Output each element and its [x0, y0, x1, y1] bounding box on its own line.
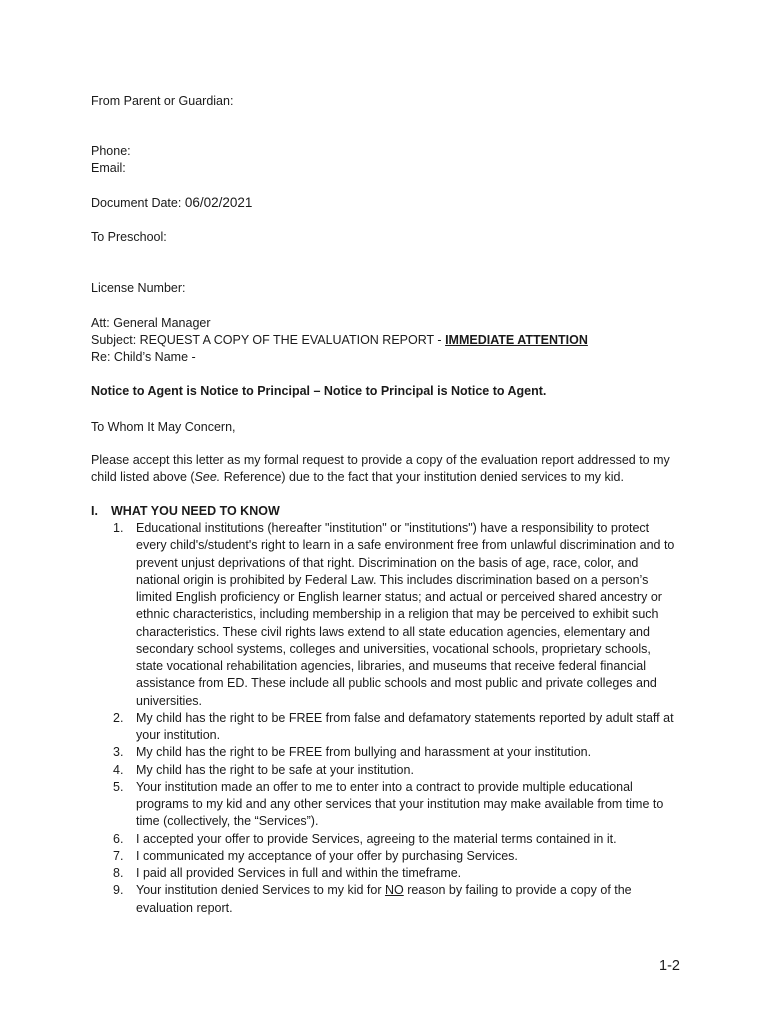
list-item-line: My child has the right to be FREE from bullying and harassment at your institution. [136, 745, 592, 760]
list-item-line: secondary school systems, colleges and universities, vocational schools, proprietary schools, [136, 641, 651, 656]
subject-line [91, 332, 588, 349]
att-line: Att: General Manager [91, 316, 211, 330]
list-item-line: I accepted your offer to provide Services, agreeing to the material terms contained in it. [136, 831, 617, 846]
list-item-number: 5. [113, 779, 124, 794]
list-item-line: characteristics. These civil rights laws extend to all state education agencies, elementary and [136, 624, 650, 639]
document-date-value: 06/02/2021 [184, 195, 253, 210]
intro-line-2 [91, 469, 624, 486]
list-item-number: 2. [113, 710, 124, 725]
salutation: To Whom It May Concern, [91, 420, 236, 434]
page-number: 1-2 [659, 958, 680, 974]
list-item [91, 882, 681, 917]
subject-prefix: Subject: REQUEST A COPY OF THE EVALUATION REPORT - [91, 333, 442, 347]
list-item-line: Your institution denied Services to my kid for NO reason by failing to provide a copy of the [136, 883, 632, 898]
license-number-line: License Number: [91, 281, 186, 295]
section-heading [91, 503, 280, 520]
list-item-line: programs to my kid and any other services that your institution may make available from time to [136, 797, 664, 811]
list-item-line: ethnic characteristics, including membership in a religion that may be perceived to exhibit such [136, 607, 659, 622]
list-item-number: 1. [113, 521, 124, 535]
from-line: From Parent or Guardian: [91, 94, 234, 108]
list-item-line: prevent unjust deprivations of that right. Discrimination on the basis of age, race, color, and [136, 555, 639, 570]
section-title: WHAT YOU NEED TO KNOW [111, 504, 280, 518]
section-roman: I. [91, 504, 98, 518]
list-item [91, 865, 681, 882]
list-item-number: 6. [113, 831, 124, 846]
list-item-line: every child's/student's right to learn in a safe environment free from unlawful discrimination and to [136, 538, 675, 553]
underlined-word: NO [384, 883, 404, 898]
list-item-line: assistance from ED. These include all public schools and most public and private colleges and [136, 676, 657, 691]
list-item [91, 520, 681, 710]
list-item-number: 7. [113, 848, 124, 863]
list-item-number: 4. [113, 762, 124, 777]
list-item-line: I communicated my acceptance of your offer by purchasing Services. [136, 848, 518, 863]
list-item [91, 779, 681, 831]
notice-line: Notice to Agent is Notice to Principal – Notice to Principal is Notice to Agent. [91, 384, 547, 398]
list-item-line: Educational institutions (hereafter "institution" or "institutions") have a responsibility to protect [136, 521, 650, 535]
subject-emphasis: IMMEDIATE ATTENTION [445, 333, 588, 347]
list-item-line: evaluation report. [136, 900, 233, 915]
re-line: Re: Child’s Name - [91, 350, 196, 364]
to-preschool-line: To Preschool: [91, 230, 167, 244]
list-item [91, 831, 681, 848]
list-item-line: limited English proficiency or English learner status; and actual or perceived shared ancestry or [136, 590, 662, 604]
list-item-line: national origin is prohibited by Federal Law. This includes discrimination based on a person’s [136, 572, 649, 587]
document-date-line [91, 194, 252, 212]
list-item [91, 744, 681, 761]
list-item-number: 3. [113, 745, 124, 760]
list-item-line: My child has the right to be FREE from false and defamatory statements reported by adult staff at [136, 710, 674, 725]
list-item-line: My child has the right to be safe at your institution. [136, 762, 414, 777]
list-item-line: your institution. [136, 728, 221, 742]
list-item [91, 848, 681, 865]
document-date-label: Document Date: [91, 196, 182, 210]
email-line: Email: [91, 161, 126, 175]
list-item-number: 9. [113, 883, 124, 898]
intro-line-2-post: Reference) due to the fact that your institution denied services to my kid. [220, 470, 624, 484]
section-item-list [91, 520, 681, 917]
list-item-line: universities. [136, 693, 202, 708]
list-item [91, 710, 681, 745]
list-item-line: time (collectively, the “Services”). [136, 814, 319, 829]
list-item-line: I paid all provided Services in full and within the timeframe. [136, 866, 462, 880]
intro-line-1: Please accept this letter as my formal request to provide a copy of the evaluation report addressed to my [91, 453, 670, 467]
phone-line: Phone: [91, 144, 131, 158]
intro-line-2-pre: child listed above ( [91, 470, 195, 484]
intro-see: See. [194, 470, 221, 484]
list-item-number: 8. [113, 866, 124, 880]
list-item [91, 762, 681, 779]
list-item-line: state vocational rehabilitation agencies, libraries, and museums that receive federal financial [136, 659, 647, 673]
list-item-line: Your institution made an offer to me to enter into a contract to provide multiple educational [136, 779, 633, 794]
